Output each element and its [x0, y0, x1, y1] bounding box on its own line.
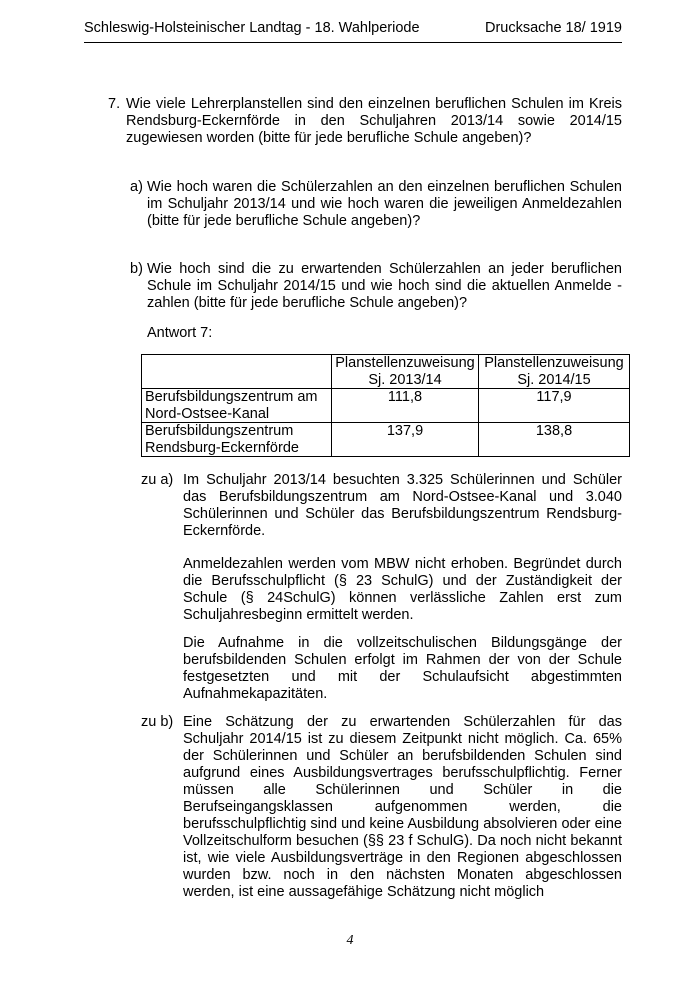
value-cell: 138,8	[479, 423, 630, 457]
table-header-cell: Planstellenzuweisung Sj. 2013/14	[332, 355, 479, 389]
question-7-number: 7.	[108, 96, 121, 112]
school-name-cell: Berufsbildungszentrum am Nord-Ostsee-Kanal	[142, 389, 332, 423]
table-header-cell	[142, 355, 332, 389]
question-7b-text: Wie hoch sind die zu erwartenden Schülerzahlen an jeder beruflichen Schule im Schuljahr 2014/15 und wie hoch sind die aktuellen Anmelde - zahlen (bitte für jede berufliche Schule angeben)?	[147, 261, 622, 311]
answer-b-paragraph-1: Eine Schätzung der zu erwartenden Schülerzahlen für das Schuljahr 2014/15 ist zu diesem Zeitpunkt nicht möglich. Ca. 65% der Schülerinnen und Schüler an berufsbildenden Schulen sind aufgrund eines Ausbildungsvertrages berufsschulpflichtig. Ferner müssen alle Schülerinnen und Schüler in die Berufseingangsklassen aufgenommen werden, die berufsschulpflichtig sind und keine Ausbildung absolvieren oder eine Vollzeitschulform besuchen (§§ 23 f SchulG). Da noch nicht bekannt ist, wie viele Ausbildungsverträge in den Regionen abgeschlossen wurden bzw. noch in den nächsten Monaten abgeschlossen werden, ist eine aussagefähige Schätzung nicht möglich	[183, 714, 622, 900]
question-7a-label: a)	[130, 179, 143, 195]
question-7b-label: b)	[130, 261, 143, 277]
question-7-text: Wie viele Lehrerplanstellen sind den einzelnen beruflichen Schulen im Kreis Rendsburg-Eckernförde in den Schuljahren 2013/14 sowie 2014/15 zugewiesen worden (bitte für jede berufliche Schule angeben)?	[126, 96, 622, 146]
planstellen-table	[141, 354, 630, 457]
table-header-row	[142, 355, 630, 389]
answer-a-paragraph-2: Anmeldezahlen werden vom MBW nicht erhoben. Begründet durch die Berufsschulpflicht (§ 23 SchulG) und der Zuständigkeit der Schule (§ 24SchulG) können verlässliche Zahlen erst zum Schuljahresbeginn ermittelt werden.	[183, 556, 622, 623]
answer-a-paragraph-1: Im Schuljahr 2013/14 besuchten 3.325 Schülerinnen und Schüler das Berufsbildungszentrum am Nord-Ostsee-Kanal und 3.040 Schülerinnen und Schüler das Berufsbildungszentrum Rendsburg-Eckernförde.	[183, 472, 622, 539]
header-parliament: Schleswig-Holsteinischer Landtag - 18. Wahlperiode	[84, 20, 420, 36]
school-name-cell: Berufsbildungszentrum Rendsburg-Eckernförde	[142, 423, 332, 457]
answer-title: Antwort 7:	[147, 325, 213, 341]
answer-a-label: zu a)	[141, 472, 174, 488]
table-row	[142, 423, 630, 457]
page-number: 4	[346, 933, 354, 948]
header-document-number: Drucksache 18/ 1919	[484, 20, 622, 36]
value-cell: 137,9	[332, 423, 479, 457]
question-7a-text: Wie hoch waren die Schülerzahlen an den einzelnen beruflichen Schulen im Schuljahr 2013/14 und wie hoch waren die jeweiligen Anmeldezahlen (bitte für jede berufliche Schule angeben)?	[147, 179, 622, 229]
value-cell: 117,9	[479, 389, 630, 423]
answer-b-label: zu b)	[141, 714, 174, 730]
value-cell: 111,8	[332, 389, 479, 423]
answer-a-paragraph-3: Die Aufnahme in die vollzeitschulischen Bildungsgänge der berufsbildenden Schulen erfolgt im Rahmen der von der Schule festgesetzten und mit der Schulaufsicht abgestimmten Aufnahmekapazitäten.	[183, 635, 622, 702]
table-row	[142, 389, 630, 423]
page-header	[84, 14, 622, 43]
table-header-cell: Planstellenzuweisung Sj. 2014/15	[479, 355, 630, 389]
